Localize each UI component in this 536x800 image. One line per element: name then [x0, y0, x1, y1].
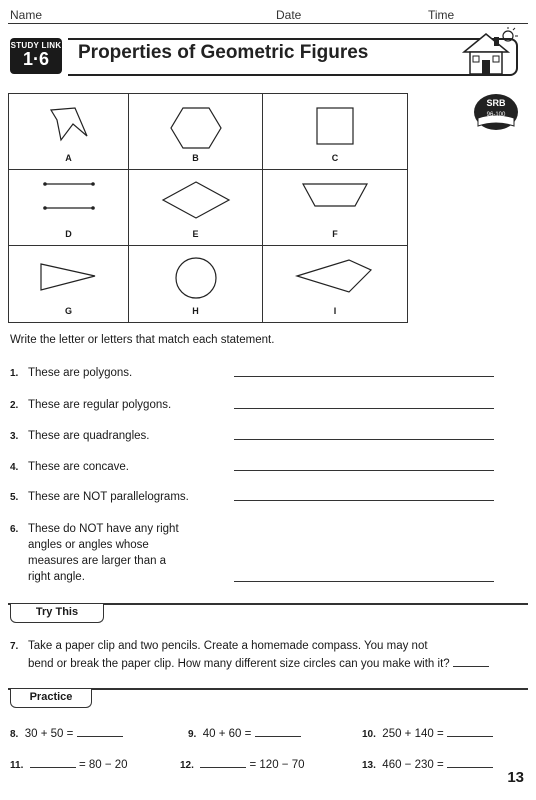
- answer-blank[interactable]: [30, 755, 76, 768]
- question-4: [10, 459, 129, 476]
- question-text: These are NOT parallelograms.: [28, 491, 189, 503]
- question-2: [10, 397, 171, 414]
- practice-expression: 250 + 140 =: [382, 728, 444, 740]
- answer-blank[interactable]: [447, 724, 493, 737]
- question-text: These are regular polygons.: [28, 399, 172, 411]
- badge-line2: 1·6: [22, 49, 49, 69]
- answer-blank[interactable]: [200, 755, 246, 768]
- question-number: 7.: [10, 641, 19, 652]
- figure-label: A: [65, 153, 72, 163]
- practice-number: 9.: [188, 729, 197, 740]
- instruction-text: Write the letter or letters that match each statement.: [10, 334, 275, 346]
- practice-item-9: [188, 724, 301, 740]
- figure-cell-h: [129, 246, 263, 322]
- figure-label: B: [192, 153, 199, 163]
- question-line: angles or angles whose: [28, 539, 149, 551]
- figure-cell-a: [9, 94, 129, 170]
- question-number: 5.: [10, 492, 19, 503]
- figure-label: G: [64, 306, 72, 316]
- figure-cell-b: [129, 94, 263, 170]
- question-line: bend or break the paper clip. How many different size circles can you make with it?: [28, 658, 450, 670]
- question-number: 2.: [10, 400, 19, 411]
- question-text: [28, 521, 179, 585]
- practice-item-12: [180, 755, 305, 771]
- try-this-tab: Try This: [10, 604, 104, 623]
- srb-label: SRB: [486, 98, 506, 108]
- practice-expression: 30 + 50 =: [24, 728, 74, 740]
- figure-label: H: [192, 306, 199, 316]
- question-number: 4.: [10, 462, 19, 473]
- figure-cell-i: [263, 246, 407, 322]
- practice-expression: 40 + 60 =: [202, 728, 252, 740]
- rhombus-shape: [129, 170, 263, 230]
- practice-expression: = 80 − 20: [78, 759, 128, 771]
- question-line: These do NOT have any right: [28, 523, 179, 535]
- srb-book-icon: [470, 92, 522, 132]
- name-label: Name: [10, 8, 43, 22]
- figure-label: C: [331, 153, 339, 163]
- question-text: [28, 638, 489, 672]
- figure-label: F: [332, 229, 338, 239]
- question-text: These are polygons.: [28, 367, 133, 379]
- triangle-shape: [9, 246, 129, 306]
- practice-number: 11.: [10, 760, 24, 771]
- question-line: right angle.: [28, 571, 85, 583]
- answer-line-4[interactable]: [234, 470, 494, 471]
- figure-cell-f: [263, 170, 407, 246]
- question-6: [10, 521, 179, 585]
- figure-cell-c: [263, 94, 407, 170]
- question-number: 1.: [10, 368, 19, 379]
- parallel-segments-shape: [9, 170, 129, 230]
- question-text: These are concave.: [28, 461, 130, 473]
- question-5: [10, 489, 189, 506]
- figures-grid: [8, 93, 408, 323]
- srb-pages: 96-100: [486, 112, 506, 118]
- answer-line-3[interactable]: [234, 439, 494, 440]
- practice-item-10: [362, 724, 493, 740]
- square-shape: [263, 94, 407, 154]
- figure-cell-e: [129, 170, 263, 246]
- practice-number: 8.: [10, 729, 19, 740]
- question-number: 3.: [10, 431, 19, 442]
- figure-cell-g: [9, 246, 129, 322]
- answer-blank[interactable]: [77, 724, 123, 737]
- house-icon: [458, 26, 520, 78]
- kite-shape: [263, 246, 407, 306]
- study-link-badge: [10, 38, 62, 74]
- answer-blank[interactable]: [447, 755, 493, 768]
- time-label: Time: [428, 8, 455, 22]
- trapezoid-shape: [263, 170, 407, 230]
- answer-blank[interactable]: [453, 654, 489, 667]
- answer-line-6[interactable]: [234, 581, 494, 582]
- practice-item-11: [10, 755, 128, 771]
- question-1: [10, 365, 132, 382]
- figure-label: E: [192, 229, 199, 239]
- page-number: 13: [507, 769, 524, 786]
- date-label: Date: [276, 8, 302, 22]
- question-7: [10, 638, 530, 672]
- question-line: measures are larger than a: [28, 555, 167, 567]
- practice-expression: 460 − 230 =: [382, 759, 444, 771]
- answer-line-2[interactable]: [234, 408, 494, 409]
- circle-shape: [129, 246, 263, 306]
- question-line: Take a paper clip and two pencils. Create a homemade compass. You may not: [28, 640, 428, 652]
- answer-line-1[interactable]: [234, 376, 494, 377]
- concave-polygon-shape: [9, 94, 129, 154]
- question-number: 6.: [10, 524, 19, 535]
- answer-line-5[interactable]: [234, 500, 494, 501]
- practice-number: 12.: [180, 760, 194, 771]
- practice-number: 13.: [362, 760, 376, 771]
- figure-label: I: [333, 306, 337, 316]
- header-rule: [8, 23, 528, 24]
- practice-expression: = 120 − 70: [249, 759, 305, 771]
- question-text: These are quadrangles.: [28, 430, 150, 442]
- figure-label: D: [65, 229, 72, 239]
- answer-blank[interactable]: [255, 724, 301, 737]
- hexagon-shape: [129, 94, 263, 154]
- page-title: Properties of Geometric Figures: [78, 42, 369, 63]
- practice-number: 10.: [362, 729, 376, 740]
- figure-cell-d: [9, 170, 129, 246]
- badge-line1: STUDY LINK: [10, 41, 62, 50]
- practice-tab: Practice: [10, 689, 92, 708]
- question-3: [10, 428, 149, 445]
- practice-item-8: [10, 724, 123, 740]
- practice-item-13: [362, 755, 493, 771]
